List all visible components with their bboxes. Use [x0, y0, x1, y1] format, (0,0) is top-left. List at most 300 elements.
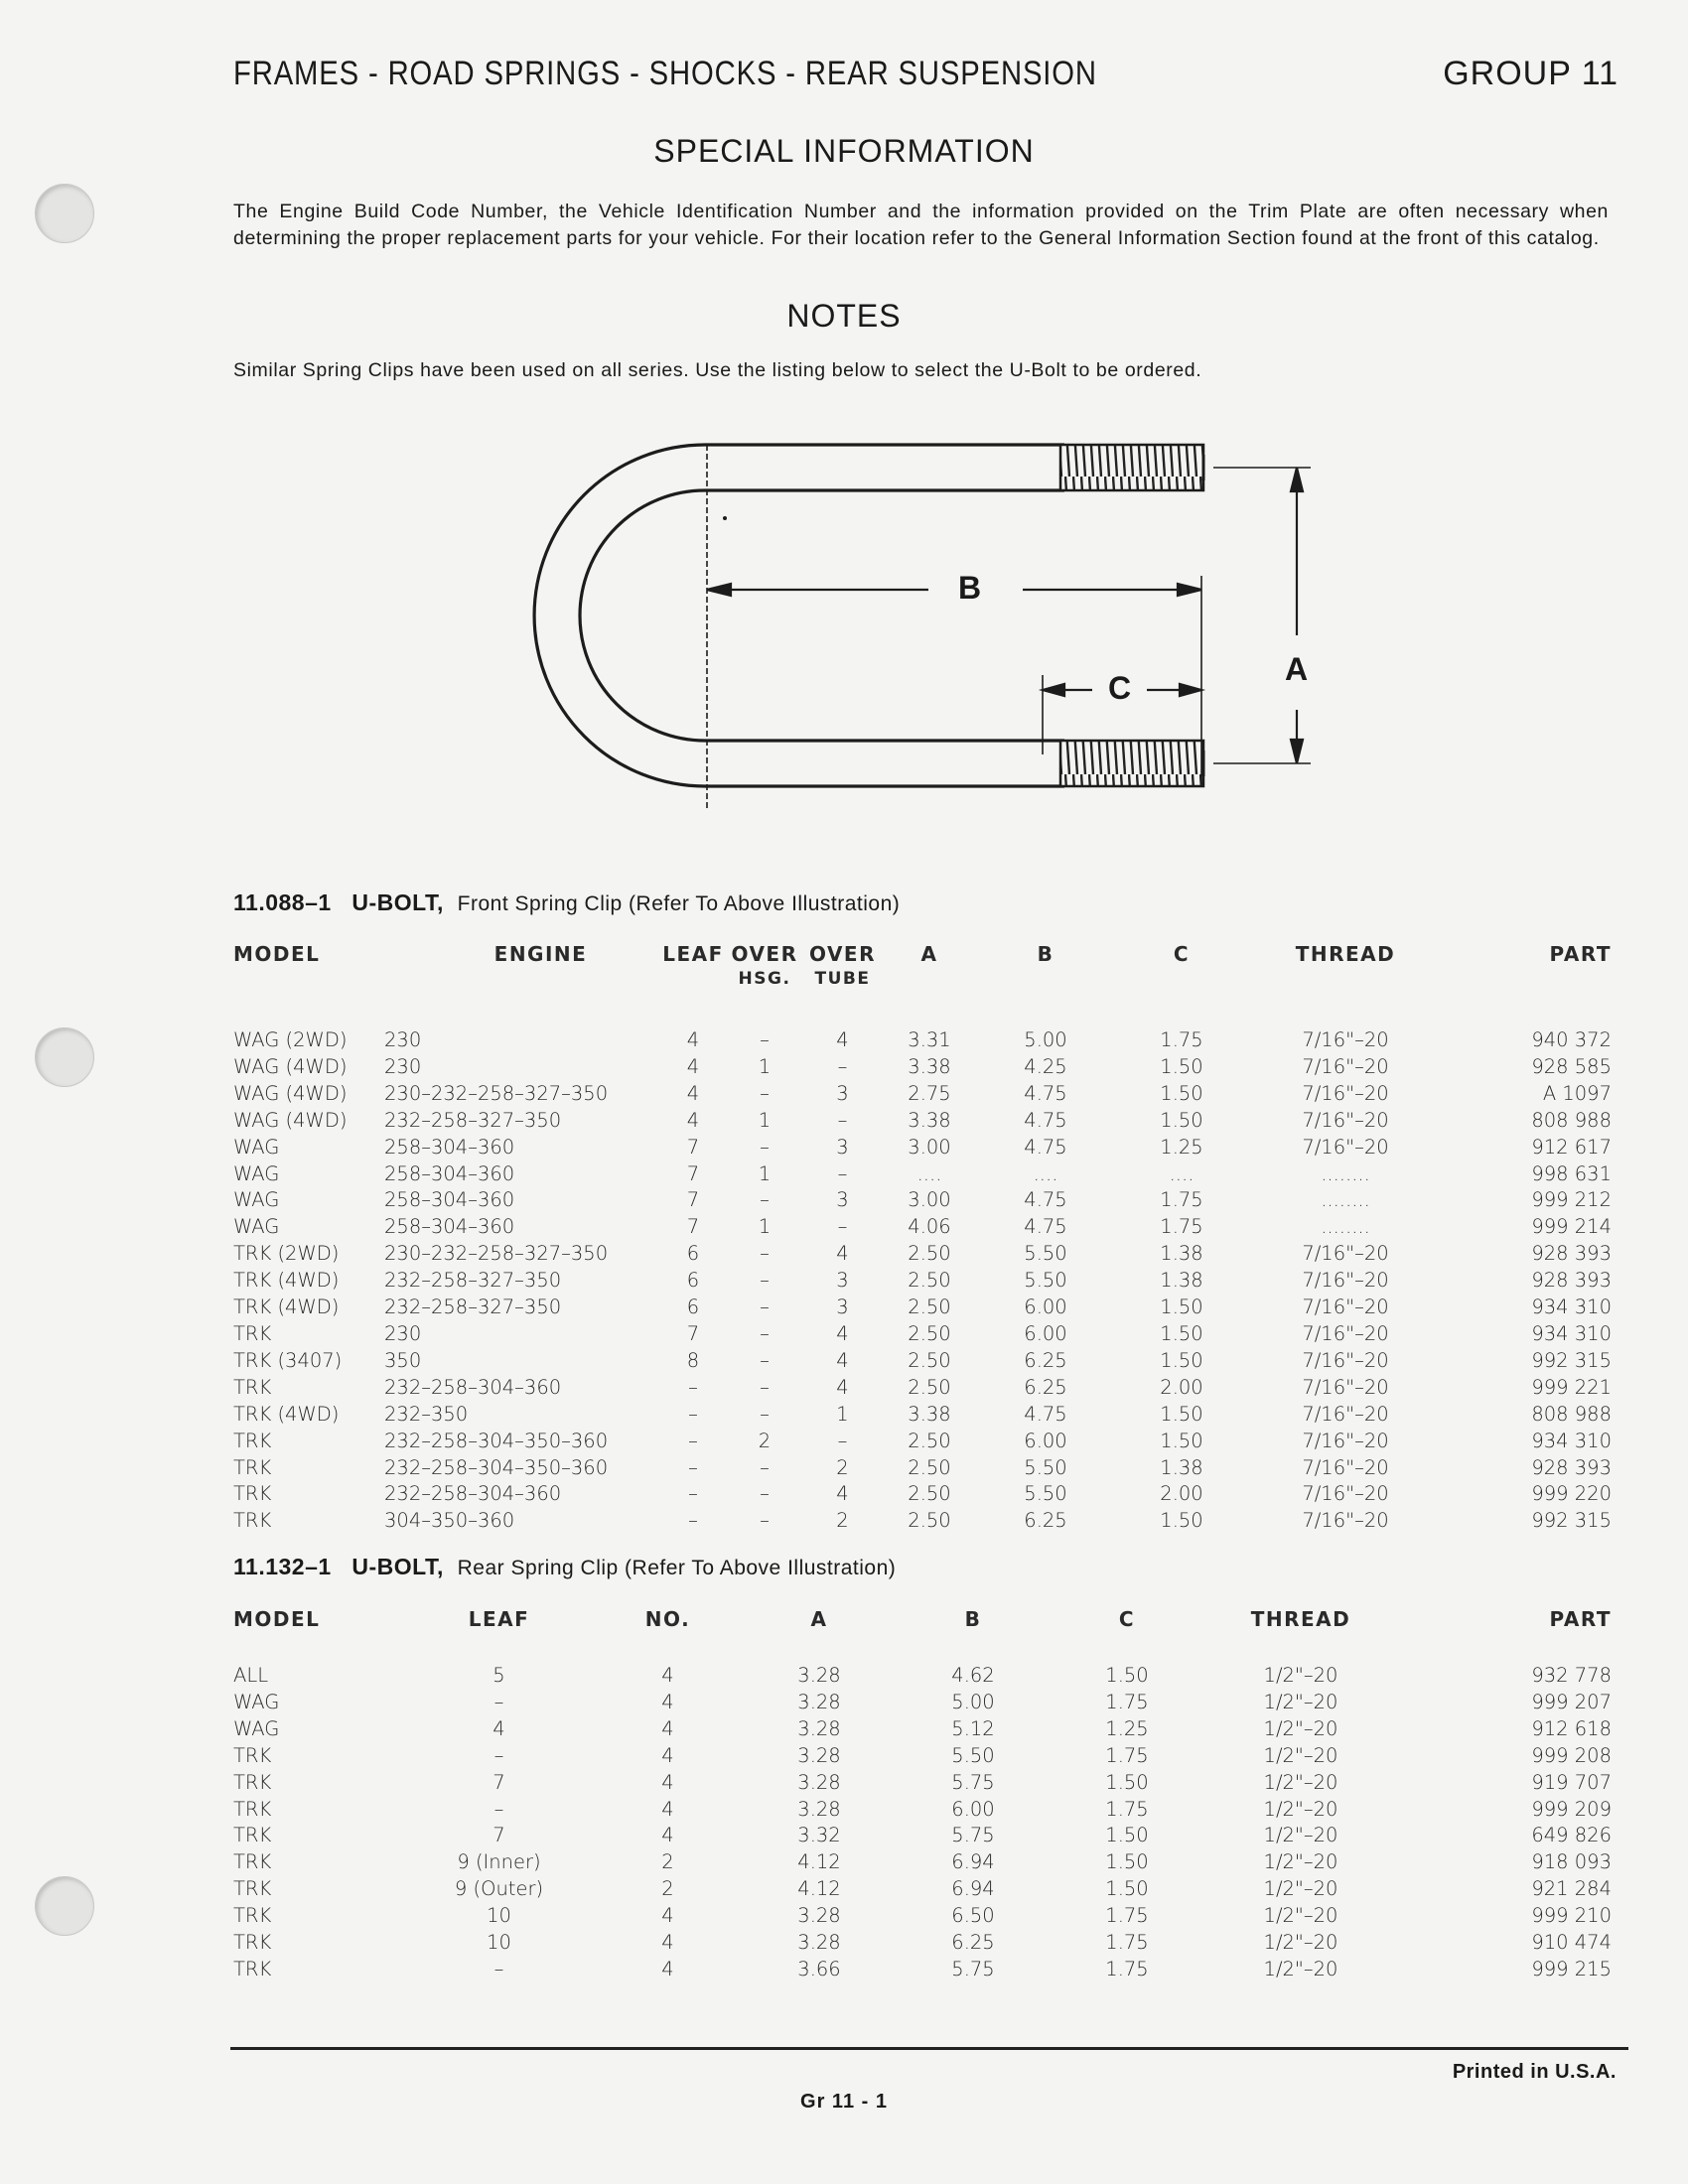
- cell-c: 1.75: [1160, 1028, 1203, 1051]
- cell-leaf: –: [493, 1743, 504, 1767]
- cell-a: 3.32: [797, 1824, 841, 1847]
- cell-c: 1.50: [1105, 1770, 1149, 1794]
- cell-model: WAG (2WD): [233, 1028, 348, 1051]
- cell-model: TRK: [233, 1455, 272, 1479]
- cell-no: 4: [661, 1770, 674, 1794]
- cell-c: 1.50: [1105, 1824, 1149, 1847]
- cell-b: 5.75: [951, 1957, 995, 1980]
- cell-engine: 232–258–304–360: [384, 1375, 562, 1399]
- cell-over-tube: 4: [836, 1242, 849, 1266]
- cell-leaf: 7: [492, 1770, 505, 1794]
- cell-model: WAG (4WD): [233, 1054, 348, 1078]
- cell-part: A 1097: [1542, 1081, 1612, 1105]
- cell-b: 4.75: [1024, 1108, 1067, 1132]
- notes-heading: NOTES: [786, 298, 902, 334]
- cell-a: 3.28: [797, 1690, 841, 1713]
- cell-model: WAG: [233, 1188, 280, 1212]
- cell-model: ALL: [233, 1664, 269, 1687]
- table-row: [233, 1823, 1612, 1849]
- cell-b: 6.00: [951, 1797, 995, 1821]
- table-row: [233, 1348, 1612, 1375]
- table-row: [233, 1690, 1612, 1716]
- cell-part: 928 585: [1531, 1054, 1612, 1078]
- cell-c: 1.25: [1160, 1135, 1203, 1159]
- rear-section-name: U-BOLT,: [352, 1554, 444, 1579]
- cell-thread: 7/16"–20: [1302, 1375, 1389, 1399]
- cell-c: 1.50: [1160, 1509, 1203, 1533]
- cell-engine: 350: [384, 1348, 422, 1372]
- cell-no: 4: [661, 1957, 674, 1980]
- cell-part: 999 221: [1531, 1375, 1612, 1399]
- cell-leaf: 4: [686, 1081, 700, 1105]
- cell-part: 928 393: [1531, 1242, 1612, 1266]
- cell-model: TRK (2WD): [233, 1242, 340, 1266]
- cell-thread: 7/16"–20: [1302, 1242, 1389, 1266]
- cell-part: 999 214: [1531, 1215, 1612, 1239]
- cell-no: 2: [661, 1850, 674, 1874]
- front-header-thread: THREAD: [1295, 942, 1396, 966]
- table-row: [233, 1135, 1612, 1161]
- cell-thread: 7/16"–20: [1302, 1509, 1389, 1533]
- cell-leaf: 6: [686, 1296, 700, 1319]
- cell-over-tube: 3: [836, 1296, 849, 1319]
- cell-model: WAG: [233, 1215, 280, 1239]
- cell-leaf: 10: [487, 1904, 511, 1928]
- cell-b: 5.00: [951, 1690, 995, 1713]
- cell-over-hsg: –: [760, 1455, 770, 1479]
- cell-thread: 1/2"–20: [1263, 1797, 1338, 1821]
- cell-over-tube: 1: [836, 1402, 849, 1426]
- rear-header-leaf: LEAF: [468, 1607, 530, 1631]
- cell-a: 3.28: [797, 1664, 841, 1687]
- cell-thread: 1/2"–20: [1263, 1850, 1338, 1874]
- cell-part: 992 315: [1531, 1509, 1612, 1533]
- cell-part: 912 618: [1531, 1716, 1612, 1740]
- table-row: [233, 1241, 1612, 1268]
- cell-leaf: 7: [686, 1215, 700, 1239]
- cell-over-tube: 3: [836, 1188, 849, 1212]
- cell-a: 3.38: [908, 1054, 951, 1078]
- cell-c: 1.75: [1105, 1931, 1149, 1955]
- cell-no: 4: [661, 1904, 674, 1928]
- cell-model: TRK: [233, 1509, 272, 1533]
- cell-a: 3.00: [908, 1188, 951, 1212]
- cell-leaf: 9 (Outer): [454, 1877, 544, 1901]
- cell-over-tube: –: [837, 1215, 848, 1239]
- cell-leaf: –: [688, 1482, 698, 1506]
- printed-in-label: Printed in U.S.A.: [1452, 2061, 1617, 2083]
- cell-engine: 232–258–304–360: [384, 1482, 562, 1506]
- cell-b: 6.00: [1024, 1321, 1067, 1345]
- cell-thread: 1/2"–20: [1263, 1904, 1338, 1928]
- cell-c: 1.50: [1105, 1877, 1149, 1901]
- cell-part: 912 617: [1531, 1135, 1612, 1159]
- front-section-number: 11.088–1: [233, 889, 332, 915]
- cell-engine: 230: [384, 1321, 422, 1345]
- cell-c: 2.00: [1160, 1375, 1203, 1399]
- special-info-heading: SPECIAL INFORMATION: [653, 133, 1035, 169]
- cell-c: 1.75: [1105, 1690, 1149, 1713]
- cell-c: 1.38: [1160, 1242, 1203, 1266]
- cell-thread: 7/16"–20: [1302, 1054, 1389, 1078]
- table-row: [233, 1187, 1612, 1214]
- cell-part: 998 631: [1531, 1161, 1612, 1185]
- page-header-group: GROUP 11: [1443, 55, 1618, 92]
- cell-c: 1.75: [1160, 1188, 1203, 1212]
- cell-a: ....: [916, 1161, 942, 1185]
- cell-b: 6.25: [1024, 1509, 1067, 1533]
- cell-a: 2.50: [908, 1296, 951, 1319]
- cell-engine: 232–258–304–350–360: [384, 1455, 609, 1479]
- rear-header-thread: THREAD: [1250, 1607, 1351, 1631]
- cell-over-hsg: 1: [758, 1215, 772, 1239]
- cell-b: 5.50: [1024, 1482, 1067, 1506]
- cell-thread: ........: [1321, 1161, 1370, 1185]
- cell-thread: 1/2"–20: [1263, 1957, 1338, 1980]
- cell-a: 2.75: [908, 1081, 951, 1105]
- cell-c: 1.50: [1160, 1081, 1203, 1105]
- table-row: [233, 1321, 1612, 1348]
- cell-part: 999 215: [1531, 1957, 1612, 1980]
- cell-part: 999 210: [1531, 1904, 1612, 1928]
- cell-a: 2.50: [908, 1482, 951, 1506]
- cell-a: 2.50: [908, 1455, 951, 1479]
- cell-a: 2.50: [908, 1348, 951, 1372]
- cell-b: 5.50: [951, 1743, 995, 1767]
- front-header-b: B: [1037, 942, 1055, 966]
- cell-leaf: 10: [487, 1931, 511, 1955]
- cell-model: TRK (4WD): [233, 1296, 340, 1319]
- cell-part: 808 988: [1531, 1402, 1612, 1426]
- cell-model: TRK: [233, 1770, 272, 1794]
- front-header-engine: ENGINE: [493, 942, 588, 966]
- cell-over-hsg: –: [760, 1509, 770, 1533]
- cell-engine: 258–304–360: [384, 1161, 515, 1185]
- cell-thread: 7/16"–20: [1302, 1108, 1389, 1132]
- table-row: [233, 1081, 1612, 1108]
- cell-no: 2: [661, 1877, 674, 1901]
- cell-over-tube: 4: [836, 1321, 849, 1345]
- cell-c: 1.75: [1160, 1215, 1203, 1239]
- cell-no: 4: [661, 1716, 674, 1740]
- cell-part: 999 209: [1531, 1797, 1612, 1821]
- rear-parts-table: [233, 1608, 1612, 1983]
- cell-thread: 7/16"–20: [1302, 1482, 1389, 1506]
- cell-c: 1.50: [1160, 1348, 1203, 1372]
- cell-c: 1.50: [1160, 1321, 1203, 1345]
- cell-over-tube: 2: [836, 1455, 849, 1479]
- table-row: [233, 1455, 1612, 1482]
- cell-part: 932 778: [1531, 1664, 1612, 1687]
- cell-c: 1.50: [1160, 1429, 1203, 1452]
- cell-part: 999 208: [1531, 1743, 1612, 1767]
- cell-over-hsg: –: [760, 1348, 770, 1372]
- cell-b: 5.12: [951, 1716, 995, 1740]
- front-section-desc: Front Spring Clip (Refer To Above Illustration): [457, 892, 901, 915]
- cell-over-tube: 3: [836, 1135, 849, 1159]
- table-row: [233, 1663, 1612, 1690]
- footer-rule: [230, 2047, 1628, 2050]
- cell-part: 934 310: [1531, 1296, 1612, 1319]
- cell-over-hsg: –: [760, 1321, 770, 1345]
- cell-leaf: 4: [686, 1028, 700, 1051]
- cell-a: 3.38: [908, 1402, 951, 1426]
- cell-no: 4: [661, 1664, 674, 1687]
- cell-leaf: 7: [686, 1161, 700, 1185]
- cell-over-tube: 4: [836, 1375, 849, 1399]
- cell-thread: 1/2"–20: [1263, 1877, 1338, 1901]
- cell-thread: 7/16"–20: [1302, 1269, 1389, 1293]
- cell-part: 649 826: [1531, 1824, 1612, 1847]
- cell-leaf: 5: [492, 1664, 505, 1687]
- table-row: [233, 1849, 1612, 1876]
- cell-over-hsg: –: [760, 1375, 770, 1399]
- cell-thread: 7/16"–20: [1302, 1135, 1389, 1159]
- cell-leaf: 7: [686, 1188, 700, 1212]
- cell-a: 3.28: [797, 1797, 841, 1821]
- cell-over-tube: 3: [836, 1269, 849, 1293]
- cell-no: 4: [661, 1931, 674, 1955]
- cell-engine: 258–304–360: [384, 1215, 515, 1239]
- table-row: [233, 1054, 1612, 1081]
- cell-over-hsg: 1: [758, 1161, 772, 1185]
- cell-part: 934 310: [1531, 1321, 1612, 1345]
- rear-section-title: [233, 1554, 896, 1580]
- cell-c: 1.75: [1105, 1904, 1149, 1928]
- table-row: [233, 1108, 1612, 1135]
- cell-leaf: 7: [686, 1135, 700, 1159]
- rear-header-c: C: [1118, 1607, 1136, 1631]
- cell-leaf: –: [688, 1375, 698, 1399]
- cell-leaf: 4: [686, 1108, 700, 1132]
- cell-part: 940 372: [1531, 1028, 1612, 1051]
- rear-header-no: NO.: [644, 1607, 691, 1631]
- cell-model: TRK (3407): [233, 1348, 343, 1372]
- cell-part: 919 707: [1531, 1770, 1612, 1794]
- notes-text: Similar Spring Clips have been used on all series. Use the listing below to select the U-Bolt to be ordered.: [233, 359, 1202, 381]
- cell-no: 4: [661, 1690, 674, 1713]
- table-row: [233, 1402, 1612, 1429]
- cell-engine: 232–258–304–350–360: [384, 1429, 609, 1452]
- cell-c: 1.75: [1105, 1743, 1149, 1767]
- cell-b: 4.25: [1024, 1054, 1067, 1078]
- cell-c: 1.50: [1160, 1108, 1203, 1132]
- cell-model: TRK: [233, 1743, 272, 1767]
- cell-a: 2.50: [908, 1509, 951, 1533]
- cell-b: 5.00: [1024, 1028, 1067, 1051]
- cell-part: 934 310: [1531, 1429, 1612, 1452]
- rear-header-part: PART: [1549, 1607, 1612, 1631]
- cell-part: 918 093: [1531, 1850, 1612, 1874]
- cell-c: 1.75: [1105, 1797, 1149, 1821]
- cell-b: 4.75: [1024, 1081, 1067, 1105]
- cell-model: TRK: [233, 1321, 272, 1345]
- front-section-name: U-BOLT,: [352, 889, 444, 915]
- cell-part: 910 474: [1531, 1931, 1612, 1955]
- cell-part: 999 212: [1531, 1188, 1612, 1212]
- diagram-label-a: A: [1285, 651, 1309, 687]
- front-header-part: PART: [1549, 942, 1612, 966]
- cell-a: 4.12: [797, 1877, 841, 1901]
- cell-leaf: 4: [686, 1054, 700, 1078]
- front-header-c: C: [1173, 942, 1191, 966]
- cell-c: 2.00: [1160, 1482, 1203, 1506]
- table-row: [233, 1930, 1612, 1957]
- cell-b: 4.75: [1024, 1135, 1067, 1159]
- cell-over-hsg: –: [760, 1081, 770, 1105]
- cell-thread: 7/16"–20: [1302, 1402, 1389, 1426]
- cell-b: 5.75: [951, 1770, 995, 1794]
- cell-b: 6.25: [1024, 1375, 1067, 1399]
- cell-thread: 7/16"–20: [1302, 1348, 1389, 1372]
- special-info-text: The Engine Build Code Number, the Vehicle Identification Number and the information provided on the Trim Plate are often necessary when determining the proper replacement parts for your vehicle. For their location refer to the General Information Section found at the front of this catalog.: [233, 201, 1609, 249]
- binder-hole-middle: [35, 1027, 94, 1087]
- cell-over-tube: 2: [836, 1509, 849, 1533]
- cell-engine: 232–258–327–350: [384, 1108, 562, 1132]
- table-row: [233, 1429, 1612, 1455]
- cell-a: 3.28: [797, 1931, 841, 1955]
- cell-over-tube: –: [837, 1161, 848, 1185]
- cell-c: 1.50: [1160, 1296, 1203, 1319]
- cell-model: WAG (4WD): [233, 1081, 348, 1105]
- diagram-label-c: C: [1108, 670, 1132, 706]
- cell-leaf: 7: [686, 1321, 700, 1345]
- cell-engine: 232–258–327–350: [384, 1296, 562, 1319]
- cell-thread: 1/2"–20: [1263, 1664, 1338, 1687]
- table-row: [233, 1268, 1612, 1295]
- cell-over-tube: –: [837, 1054, 848, 1078]
- cell-model: TRK: [233, 1850, 272, 1874]
- cell-a: 3.28: [797, 1716, 841, 1740]
- cell-a: 3.28: [797, 1743, 841, 1767]
- cell-leaf: 6: [686, 1242, 700, 1266]
- cell-c: ....: [1169, 1161, 1195, 1185]
- u-bolt-diagram: [0, 0, 1688, 893]
- cell-over-hsg: –: [760, 1269, 770, 1293]
- table-row: [233, 1295, 1612, 1321]
- rear-section-number: 11.132–1: [233, 1554, 332, 1579]
- table-row: [233, 1876, 1612, 1903]
- table-row: [233, 1797, 1612, 1824]
- table-row: [233, 1508, 1612, 1535]
- cell-over-hsg: –: [760, 1135, 770, 1159]
- cell-leaf: –: [688, 1509, 698, 1533]
- cell-b: 6.25: [1024, 1348, 1067, 1372]
- cell-engine: 230: [384, 1054, 422, 1078]
- cell-model: TRK: [233, 1375, 272, 1399]
- cell-leaf: –: [688, 1402, 698, 1426]
- cell-b: 4.75: [1024, 1215, 1067, 1239]
- cell-over-hsg: –: [760, 1296, 770, 1319]
- cell-model: TRK: [233, 1904, 272, 1928]
- table-row: [233, 1957, 1612, 1983]
- cell-no: 4: [661, 1743, 674, 1767]
- cell-thread: 7/16"–20: [1302, 1455, 1389, 1479]
- cell-leaf: 7: [492, 1824, 505, 1847]
- cell-model: TRK: [233, 1482, 272, 1506]
- cell-c: 1.50: [1160, 1402, 1203, 1426]
- cell-part: 921 284: [1531, 1877, 1612, 1901]
- diagram-label-b: B: [958, 570, 982, 606]
- cell-b: 4.62: [951, 1664, 995, 1687]
- table-row: [233, 1027, 1612, 1054]
- table-row: [233, 1770, 1612, 1797]
- cell-c: 1.50: [1105, 1850, 1149, 1874]
- cell-model: TRK: [233, 1877, 272, 1901]
- cell-model: TRK (4WD): [233, 1269, 340, 1293]
- cell-over-hsg: –: [760, 1242, 770, 1266]
- cell-part: 992 315: [1531, 1348, 1612, 1372]
- cell-thread: 7/16"–20: [1302, 1321, 1389, 1345]
- cell-over-hsg: –: [760, 1188, 770, 1212]
- cell-b: 6.00: [1024, 1296, 1067, 1319]
- cell-model: TRK (4WD): [233, 1402, 340, 1426]
- table-row: [233, 1903, 1612, 1930]
- cell-b: 6.94: [951, 1850, 995, 1874]
- cell-a: 2.50: [908, 1269, 951, 1293]
- cell-engine: 230: [384, 1028, 422, 1051]
- rear-header-model: MODEL: [233, 1607, 321, 1631]
- front-header-leaf: LEAF: [662, 942, 724, 966]
- cell-c: 1.38: [1160, 1269, 1203, 1293]
- table-row: [233, 1716, 1612, 1743]
- cell-c: 1.50: [1105, 1664, 1149, 1687]
- table-row: [233, 1375, 1612, 1402]
- cell-over-tube: 3: [836, 1081, 849, 1105]
- cell-a: 4.12: [797, 1850, 841, 1874]
- table-row: [233, 1481, 1612, 1508]
- cell-b: 6.25: [951, 1931, 995, 1955]
- cell-thread: 1/2"–20: [1263, 1716, 1338, 1740]
- cell-b: 6.50: [951, 1904, 995, 1928]
- cell-a: 3.28: [797, 1770, 841, 1794]
- rear-section-desc: Rear Spring Clip (Refer To Above Illustration): [457, 1557, 897, 1579]
- cell-a: 3.38: [908, 1108, 951, 1132]
- cell-thread: 7/16"–20: [1302, 1028, 1389, 1051]
- cell-a: 3.00: [908, 1135, 951, 1159]
- cell-model: TRK: [233, 1797, 272, 1821]
- front-section-title: [233, 889, 900, 916]
- cell-a: 3.31: [908, 1028, 951, 1051]
- cell-model: WAG (4WD): [233, 1108, 348, 1132]
- cell-thread: 1/2"–20: [1263, 1770, 1338, 1794]
- cell-engine: 304–350–360: [384, 1509, 515, 1533]
- cell-b: 5.50: [1024, 1455, 1067, 1479]
- cell-thread: ........: [1321, 1188, 1370, 1212]
- cell-over-hsg: 2: [758, 1429, 772, 1452]
- rear-header-a: A: [810, 1607, 828, 1631]
- cell-a: 3.28: [797, 1904, 841, 1928]
- front-header-over-hsg: OVER HSG.: [731, 942, 798, 989]
- cell-b: ....: [1033, 1161, 1058, 1185]
- cell-engine: 232–350: [384, 1402, 469, 1426]
- cell-leaf: –: [493, 1797, 504, 1821]
- cell-leaf: –: [493, 1957, 504, 1980]
- cell-a: 3.66: [797, 1957, 841, 1980]
- cell-c: 1.38: [1160, 1455, 1203, 1479]
- cell-leaf: –: [493, 1690, 504, 1713]
- front-header-a: A: [920, 942, 938, 966]
- cell-over-tube: 4: [836, 1348, 849, 1372]
- cell-b: 4.75: [1024, 1188, 1067, 1212]
- cell-thread: 1/2"–20: [1263, 1931, 1338, 1955]
- cell-over-tube: –: [837, 1429, 848, 1452]
- cell-part: 999 207: [1531, 1690, 1612, 1713]
- cell-b: 5.50: [1024, 1242, 1067, 1266]
- table-row: [233, 1214, 1612, 1241]
- cell-a: 2.50: [908, 1242, 951, 1266]
- cell-model: WAG: [233, 1690, 280, 1713]
